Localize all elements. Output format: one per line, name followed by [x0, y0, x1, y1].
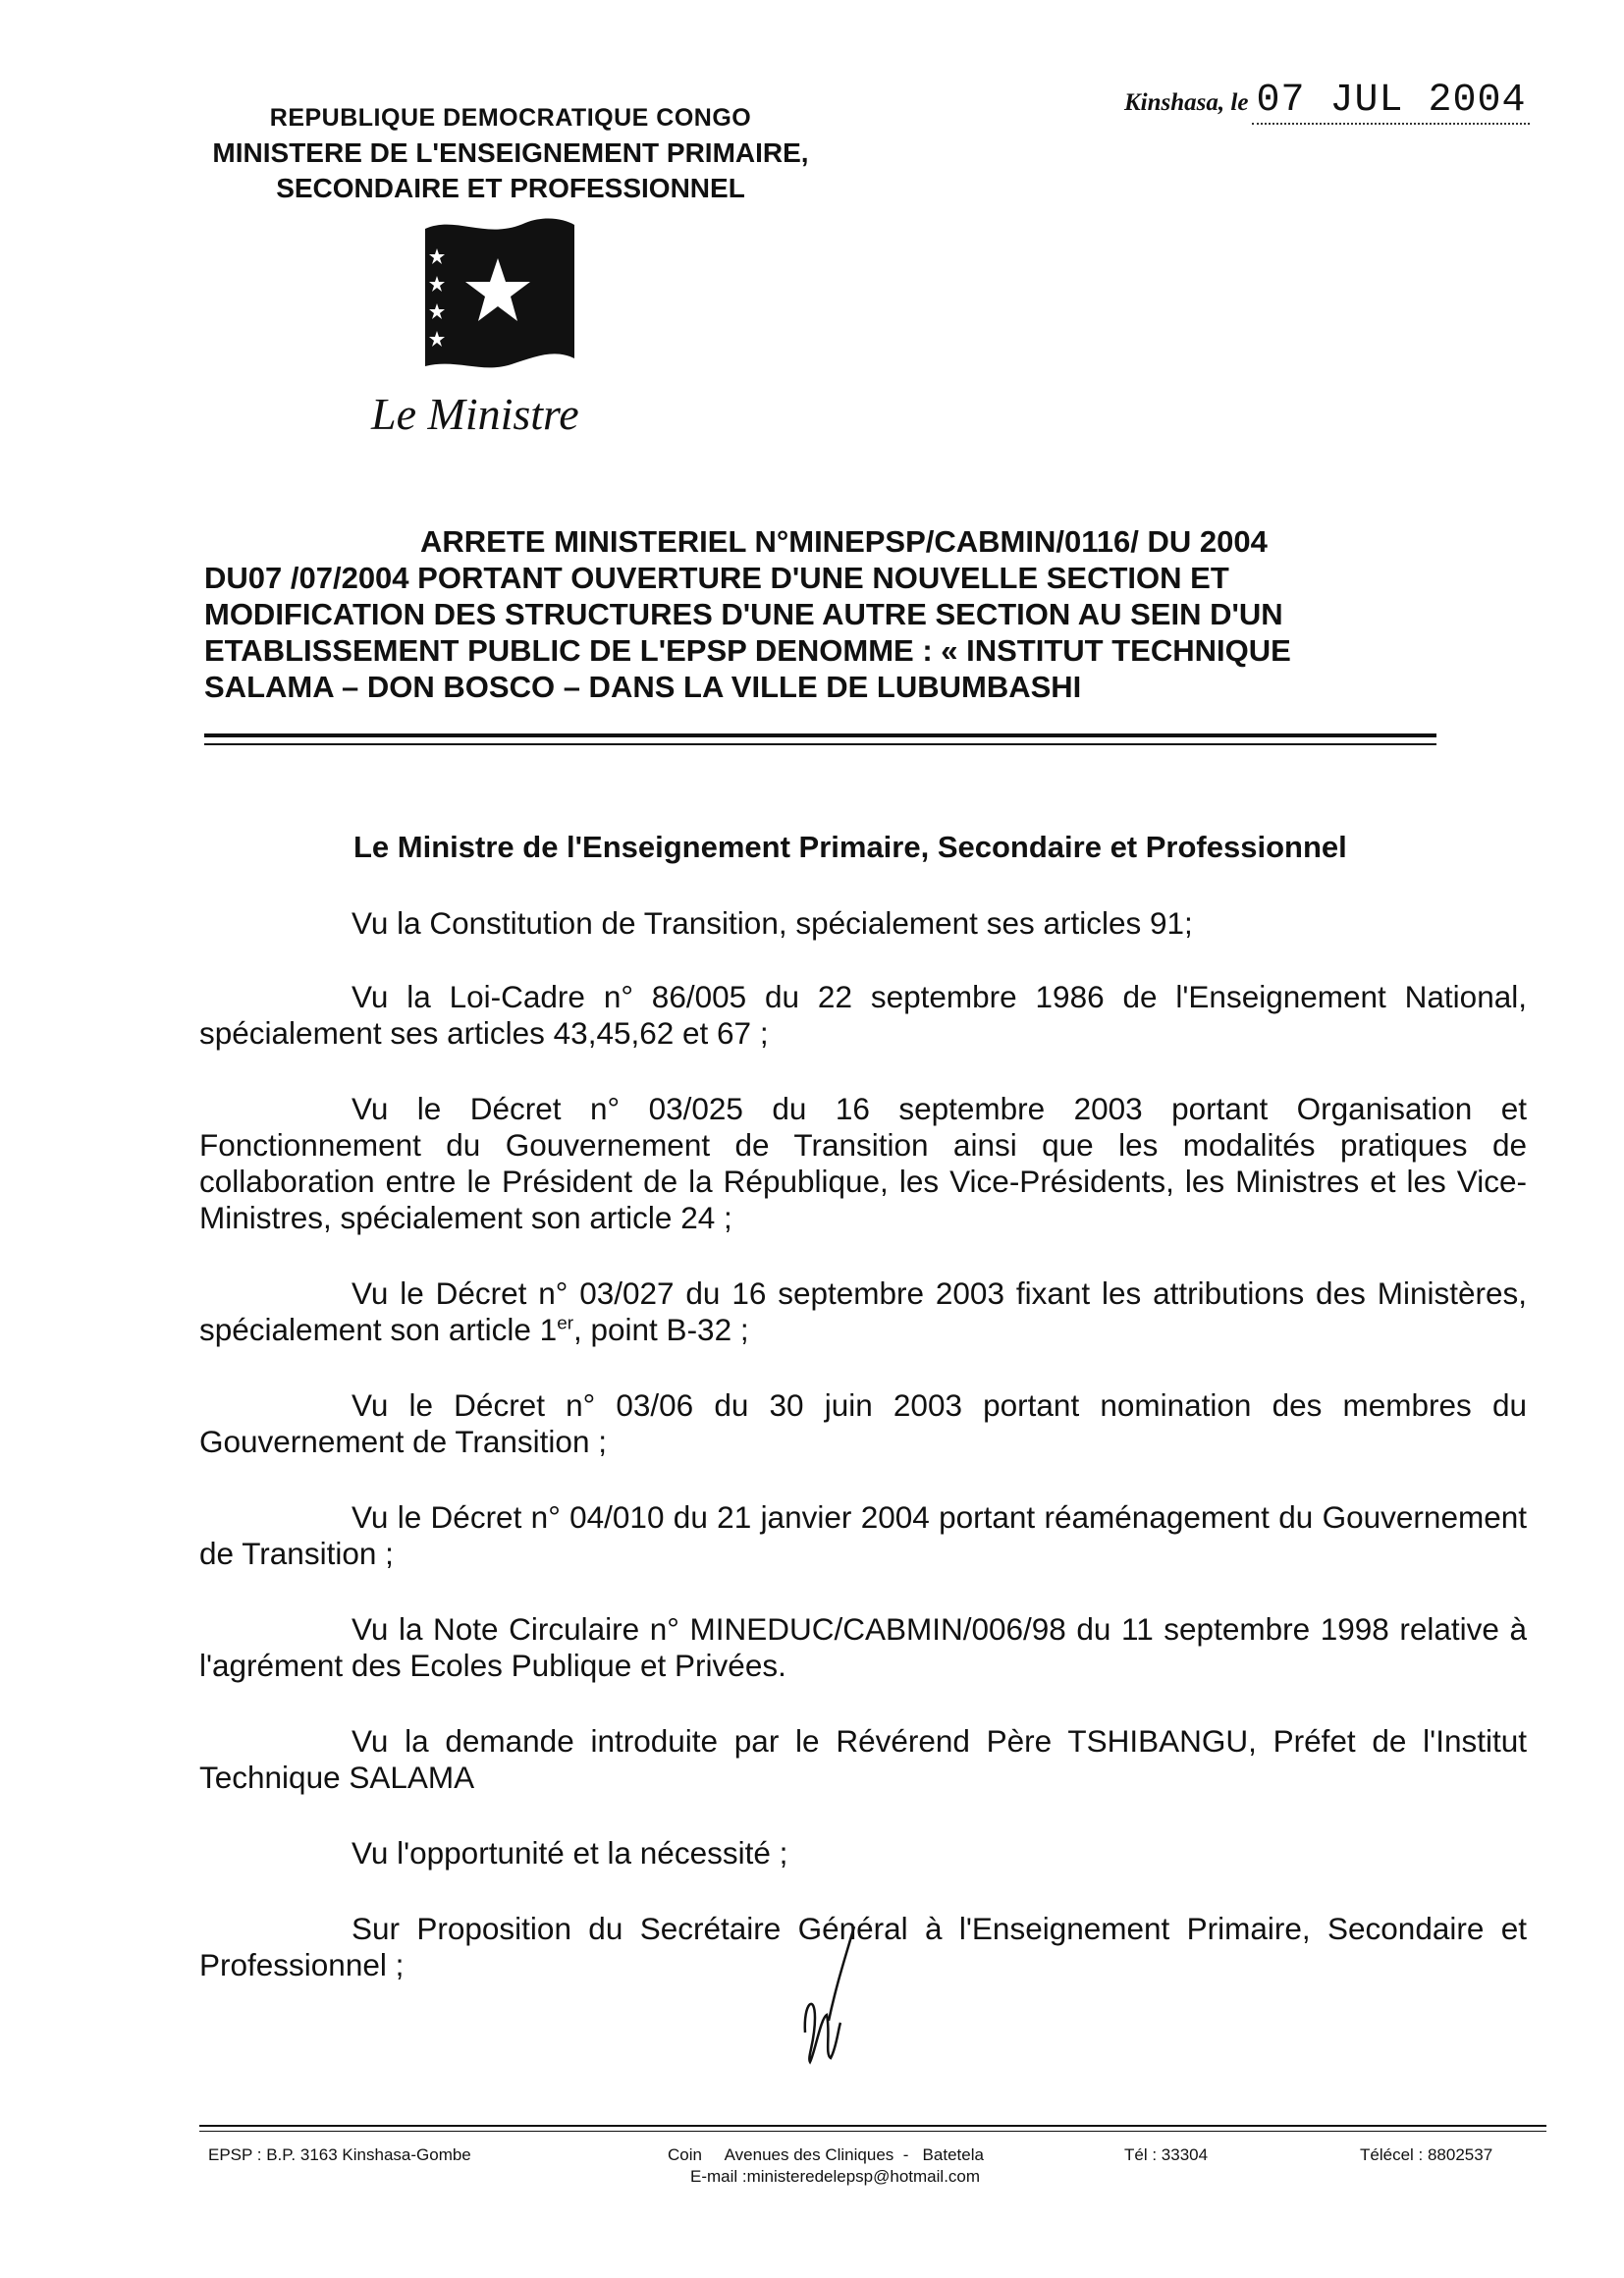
date-prefix: Kinshasa, le — [1124, 89, 1249, 116]
footer-email: E-mail :ministeredelepsp@hotmail.com — [690, 2167, 981, 2186]
preamble-body — [199, 905, 1527, 1983]
flag-emblem-icon — [417, 211, 584, 383]
date-line — [1124, 79, 1537, 123]
recital-text: , point B-32 ; — [573, 1312, 749, 1347]
decree-title-line: ETABLISSEMENT PUBLIC DE L'EPSP DENOMME : « INSTITUT TECHNIQUE — [204, 633, 1291, 668]
footer-divider — [199, 2125, 1546, 2127]
recital-paragraph: Vu la Constitution de Transition, spécialement ses articles 91; — [352, 905, 1193, 941]
recital-paragraph: Vu la demande introduite par le Révérend Père TSHIBANGU, Préfet de l'Institut Technique SALAMA — [199, 1723, 1527, 1795]
decree-title-line: DU07 /07/2004 PORTANT OUVERTURE D'UNE NOUVELLE SECTION ET — [204, 561, 1229, 595]
footer-address: EPSP : B.P. 3163 Kinshasa-Gombe — [208, 2145, 471, 2164]
recital-text: Vu le Décret n° 03/027 du 16 septembre 2003 fixant les attributions des Ministères, spécialement son article 1 — [199, 1275, 1527, 1347]
preamble-heading: Le Ministre de l'Enseignement Primaire, Secondaire et Professionnel — [353, 830, 1347, 864]
initials-signature — [785, 1925, 874, 2072]
date-stamp: 07 JUL 2004 — [1252, 79, 1530, 125]
recital-paragraph: Vu la Note Circulaire n° MINEDUC/CABMIN/006/98 du 11 septembre 1998 relative à l'agrément des Ecoles Publique et Privées. — [199, 1611, 1527, 1683]
republic-name: REPUBLIQUE DEMOCRATIQUE CONGO — [269, 104, 752, 132]
recital-paragraph — [199, 1275, 1527, 1348]
decree-title-line: MODIFICATION DES STRUCTURES D'UNE AUTRE SECTION AU SEIN D'UN — [204, 597, 1283, 631]
footer-location: Coin Avenues des Cliniques - Batetela — [668, 2145, 984, 2164]
decree-title-line: SALAMA – DON BOSCO – DANS LA VILLE DE LUBUMBASHI — [204, 670, 1082, 704]
recital-paragraph: Vu l'opportunité et la nécessité ; — [352, 1835, 788, 1871]
recital-paragraph: Vu la Loi-Cadre n° 86/005 du 22 septembre 1986 de l'Enseignement National, spécialement ses articles 43,45,62 et 67 ; — [199, 979, 1527, 1051]
decree-title-line: ARRETE MINISTERIEL N°MINEPSP/CABMIN/0116/ DU 2004 — [420, 524, 1268, 559]
footer-telecel: Télécel : 8802537 — [1360, 2145, 1493, 2164]
ministry-name-line2: SECONDAIRE ET PROFESSIONNEL — [276, 173, 745, 203]
title-divider-thin — [204, 743, 1436, 745]
footer-tel: Tél : 33304 — [1124, 2145, 1209, 2164]
recital-paragraph: Sur Proposition du Secrétaire Général à l'Enseignement Primaire, Secondaire et Professionnel ; — [199, 1911, 1527, 1982]
recital-paragraph: Vu le Décret n° 03/06 du 30 juin 2003 portant nomination des membres du Gouvernement de Transition ; — [199, 1387, 1527, 1459]
recital-paragraph: Vu le Décret n° 04/010 du 21 janvier 2004 portant réaménagement du Gouvernement de Transition ; — [199, 1499, 1527, 1571]
minister-title: Le Ministre — [371, 389, 579, 439]
ordinal-suffix: er — [557, 1313, 573, 1334]
decree-title — [204, 523, 1461, 705]
recital-paragraph: Vu le Décret n° 03/025 du 16 septembre 2003 portant Organisation et Fonctionnement du Gouvernement de Transition ainsi que les modalités pratiques de collaboration entre le Président de la République, les Vice-Présidents, les Ministres et les Vice-Ministres, spécialement son article 24 ; — [199, 1091, 1527, 1235]
footer-divider-thin — [199, 2131, 1546, 2132]
ministry-name-line1: MINISTERE DE L'ENSEIGNEMENT PRIMAIRE, — [212, 137, 809, 168]
ministry-header — [196, 100, 825, 206]
title-divider — [204, 733, 1436, 737]
